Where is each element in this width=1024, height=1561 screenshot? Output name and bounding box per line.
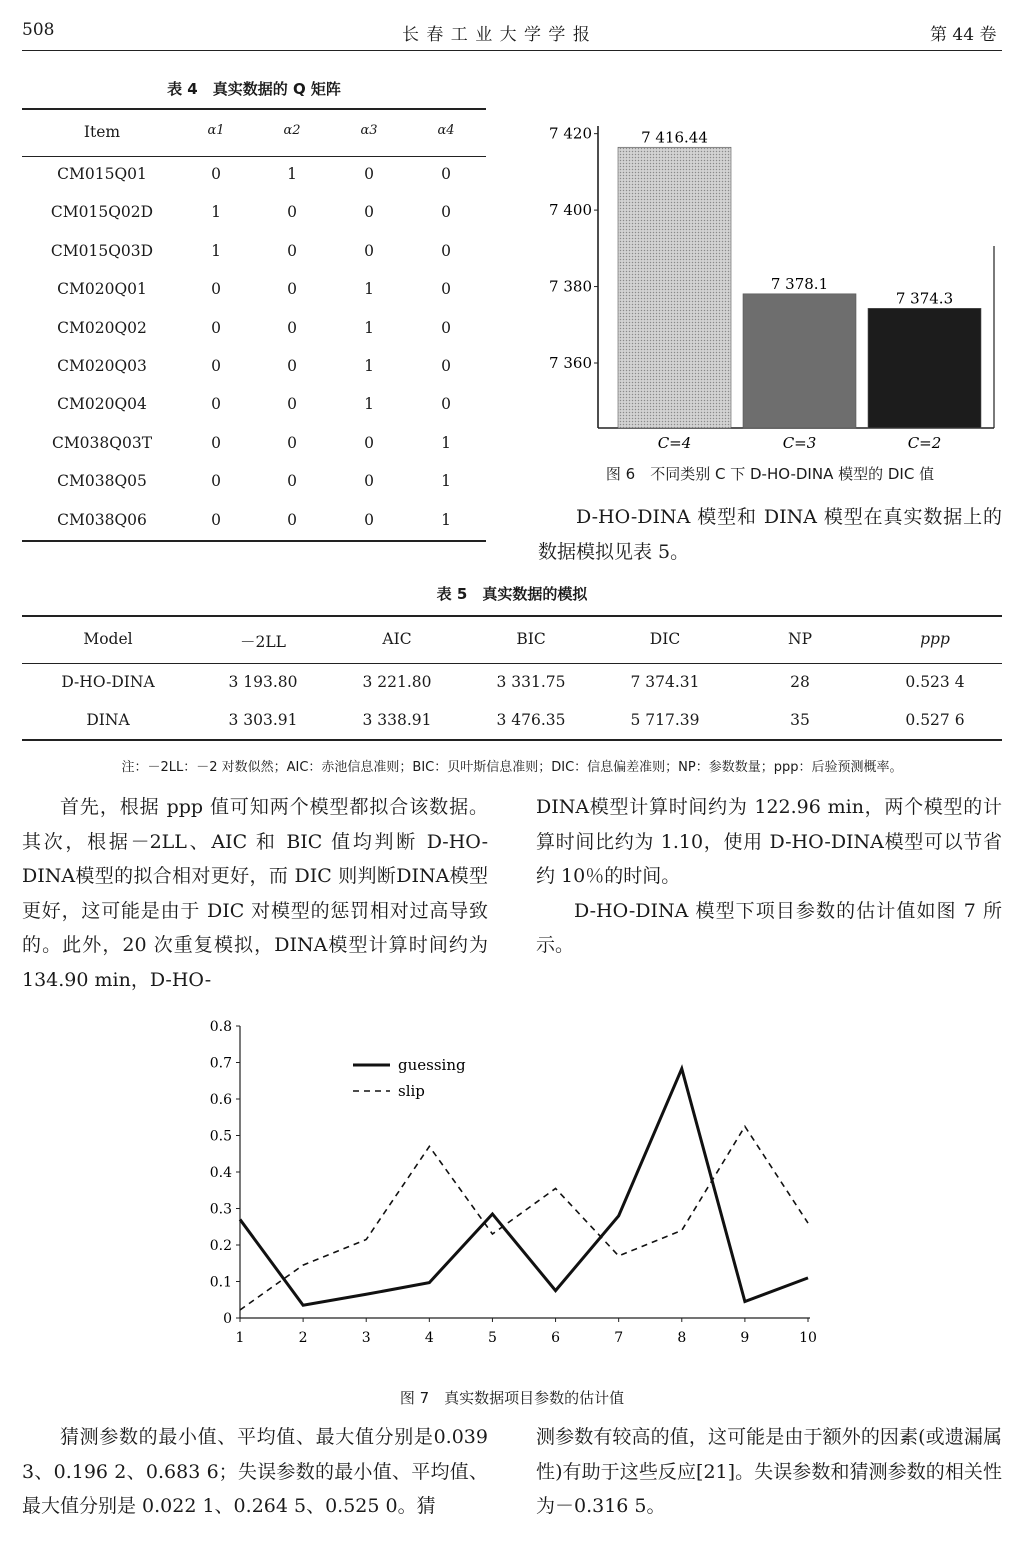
paragraph-left-2 (22, 790, 488, 997)
bar (868, 308, 981, 428)
table4-value-cell: 0 (211, 433, 221, 452)
table5-value-cell: 35 (790, 711, 810, 729)
legend-label-guessing: guessing (398, 1056, 466, 1074)
table4-value-cell: 0 (287, 433, 297, 452)
paragraph-left-3-text: 猜测参数的最小值、平均值、最大值分别是0.039 3、0.196 2、0.683 6；失误参数的最小值、平均值、最大值分别是 0.022 1、0.264 5、0.525 0。猜 (22, 1426, 488, 1517)
journal-name: 长 春 工 业 大 学 学 报 (402, 25, 591, 45)
table4-header-3: α3 (360, 123, 378, 138)
table5-note: 注：－2LL：－2 对数似然；AIC：赤池信息准则；BIC：贝叶斯信息准则；DIC：信息偏差准则；NP：参数数量；ppp：后验预测概率。 (121, 760, 903, 775)
table4-value-cell: 0 (364, 165, 374, 183)
table4-value-cell: 1 (364, 318, 374, 337)
figure7-caption: 图 7 真实数据项目参数的估计值 (399, 1389, 625, 1407)
table5-model-cell: DINA (86, 711, 130, 729)
table4-value-cell: 0 (364, 472, 374, 491)
table4-value-cell: 0 (441, 318, 451, 337)
table4-value-cell: 0 (364, 241, 374, 260)
page-number: 508 (22, 20, 55, 40)
table4-value-cell: 1 (287, 165, 297, 183)
data-label: 7 416.44 (641, 128, 708, 147)
x-tick-label: C=3 (782, 434, 817, 452)
table5-value-cell: 3 303.91 (228, 711, 298, 729)
x-tick-label: 10 (799, 1330, 817, 1346)
table5-value-cell: 7 374.31 (630, 673, 700, 691)
table4-bottom-rule (22, 540, 486, 542)
table5-bottom-rule (22, 739, 1002, 741)
table4-value-cell: 1 (211, 241, 221, 260)
y-tick-label: 0.7 (209, 1055, 232, 1072)
table4-item-cell: CM020Q01 (57, 280, 147, 299)
table4-value-cell: 0 (211, 395, 221, 414)
series-line-guessing (240, 1069, 808, 1306)
table4-value-cell: 0 (287, 203, 297, 222)
table5-value-cell: 3 338.91 (362, 711, 432, 729)
figure7-line-chart (190, 1012, 840, 1357)
table5-header-2: AIC (382, 630, 412, 648)
x-tick-label: 3 (361, 1330, 371, 1346)
table4-item-cell: CM020Q04 (57, 395, 147, 414)
table4-value-cell: 0 (211, 510, 221, 529)
table4-item-cell: CM038Q03T (51, 433, 153, 452)
table4-value-cell: 0 (287, 357, 297, 375)
table5-value-cell: 5 717.39 (630, 711, 700, 729)
table4-header-2: α2 (283, 123, 301, 138)
bar (618, 147, 731, 428)
table4-value-cell: 0 (211, 472, 221, 491)
table4-header-1: α1 (207, 123, 225, 138)
table4-value-cell: 0 (211, 280, 221, 299)
table4-value-cell: 1 (211, 203, 221, 222)
table5-header-3: BIC (516, 630, 546, 648)
table5-value-cell: 3 221.80 (362, 673, 432, 691)
table4-value-cell: 0 (441, 357, 451, 375)
table5-top-rule (22, 615, 1002, 617)
table4-value-cell: 1 (364, 280, 374, 299)
y-tick-label: 0.3 (209, 1201, 232, 1218)
table4-item-cell: CM015Q01 (57, 165, 147, 183)
table5-header-6: ppp (920, 630, 950, 648)
x-tick-label: C=2 (907, 434, 942, 452)
table4-value-cell: 0 (364, 510, 374, 529)
table5-value-cell: 3 193.80 (228, 673, 298, 691)
y-tick-label: 0.6 (209, 1092, 232, 1108)
table4-value-cell: 0 (287, 241, 297, 260)
table5-model-cell: D-HO-DINA (61, 673, 155, 691)
x-tick-label: 1 (235, 1330, 245, 1346)
table4-top-rule (22, 108, 486, 110)
x-tick-label: C=4 (657, 434, 692, 452)
table4-item-cell: CM020Q02 (57, 318, 147, 337)
x-tick-label: 6 (551, 1330, 561, 1346)
y-tick-label: 7 420 (549, 124, 592, 143)
x-tick-label: 5 (487, 1330, 497, 1346)
table4-value-cell: 0 (441, 203, 451, 222)
table5-value-cell: 0.527 6 (905, 711, 965, 729)
x-tick-label: 9 (740, 1330, 750, 1346)
table4-item-cell: CM020Q03 (57, 357, 147, 375)
paragraph-left-3 (22, 1420, 488, 1524)
y-tick-label: 0 (223, 1311, 232, 1327)
paragraph-right-2 (536, 790, 1002, 963)
y-tick-label: 7 380 (549, 277, 592, 296)
table5-header-0: Model (83, 630, 133, 648)
table4-value-cell: 0 (211, 357, 221, 375)
table4-value-cell: 1 (441, 510, 451, 529)
table4-value-cell: 0 (287, 510, 297, 529)
table4-item-cell: CM038Q06 (57, 510, 147, 529)
legend-label-slip: slip (398, 1082, 425, 1100)
table4-item-cell: CM038Q05 (57, 472, 147, 491)
y-tick-label: 0.2 (209, 1238, 232, 1254)
figure6-bar-chart (530, 112, 1010, 457)
table4-value-cell: 0 (211, 165, 221, 183)
paragraph-right-2a-text: DINA模型计算时间约为 122.96 min，两个模型的计算时间比约为 1.10，使用 D-HO-DINA模型可以节省约 10％的时间。 (536, 796, 1002, 887)
table4-value-cell: 0 (287, 395, 297, 414)
x-tick-label: 4 (424, 1330, 434, 1346)
table4-value-cell: 0 (441, 241, 451, 260)
table4-value-cell: 0 (441, 395, 451, 414)
paragraph-right-1-text: D-HO-DINA 模型和 DINA 模型在真实数据上的数据模拟见表 5。 (538, 506, 1002, 563)
table4-value-cell: 0 (287, 318, 297, 337)
y-tick-label: 0.4 (209, 1165, 232, 1181)
y-tick-label: 7 360 (549, 354, 592, 373)
paragraph-right-2b-text: D-HO-DINA 模型下项目参数的估计值如图 7 所示。 (536, 899, 1002, 956)
header-rule (22, 50, 1002, 51)
table5-value-cell: 3 331.75 (496, 673, 566, 691)
x-tick-label: 2 (298, 1330, 308, 1346)
table4-value-cell: 0 (441, 280, 451, 299)
table4-header-rule (22, 156, 486, 157)
table4-title: 表 4 真实数据的 Q 矩阵 (167, 80, 341, 98)
paragraph-right-3 (536, 1420, 1002, 1524)
volume-label: 第 44 卷 (930, 25, 997, 45)
table5-header-rule (22, 663, 1002, 664)
table4-value-cell: 1 (441, 433, 451, 452)
table4-item-cell: CM015Q03D (50, 241, 154, 260)
table5-header-4: DIC (649, 630, 681, 648)
paragraph-left-2-text: 首先，根据 ppp 值可知两个模型都拟合该数据。其次，根据－2LL、AIC 和 BIC 值均判断 D-HO-DINA模型的拟合相对更好，而 DIC 则判断DINA模型更好，这可能是由于 DIC 对模型的惩罚相对过高导致的。此外，20 次重复模拟，DINA模型计算时间约为 134.90 min，D-HO- (22, 796, 488, 991)
table4-header-4: α4 (437, 123, 455, 138)
y-tick-label: 0.1 (209, 1274, 232, 1291)
x-tick-label: 8 (677, 1330, 687, 1346)
y-tick-label: 0.8 (209, 1019, 232, 1035)
paragraph-right-1 (538, 500, 1002, 569)
table5-header-5: NP (788, 630, 812, 648)
table4-value-cell: 0 (441, 165, 451, 183)
table4-value-cell: 0 (287, 280, 297, 299)
table4-item-cell: CM015Q02D (50, 203, 154, 222)
y-tick-label: 0.5 (209, 1128, 232, 1145)
table5-value-cell: 28 (790, 673, 810, 691)
data-label: 7 374.3 (895, 289, 954, 308)
table4-value-cell: 1 (364, 357, 374, 375)
table4-value-cell: 1 (364, 395, 374, 414)
table4-header-0: Item (83, 123, 121, 141)
table4-value-cell: 0 (364, 433, 374, 452)
table4-value-cell: 0 (211, 318, 221, 337)
table5-header-1: －2LL (240, 633, 286, 651)
data-label: 7 378.1 (770, 274, 829, 293)
table4-value-cell: 0 (364, 203, 374, 222)
y-tick-label: 7 400 (549, 201, 592, 220)
table4-value-cell: 0 (287, 472, 297, 491)
figure6-caption: 图 6 不同类别 C 下 D-HO-DINA 模型的 DIC 值 (605, 465, 935, 483)
x-tick-label: 7 (614, 1330, 624, 1346)
table5-value-cell: 0.523 4 (905, 673, 965, 691)
table5-value-cell: 3 476.35 (496, 711, 566, 729)
bar (743, 294, 856, 428)
table4-value-cell: 1 (441, 472, 451, 491)
table5-title: 表 5 真实数据的模拟 (436, 585, 588, 603)
paragraph-right-3-text: 测参数有较高的值，这可能是由于额外的因素(或遗漏属性)有助于这些反应[21]。失误参数和猜测参数的相关性为－0.316 5。 (536, 1426, 1002, 1517)
